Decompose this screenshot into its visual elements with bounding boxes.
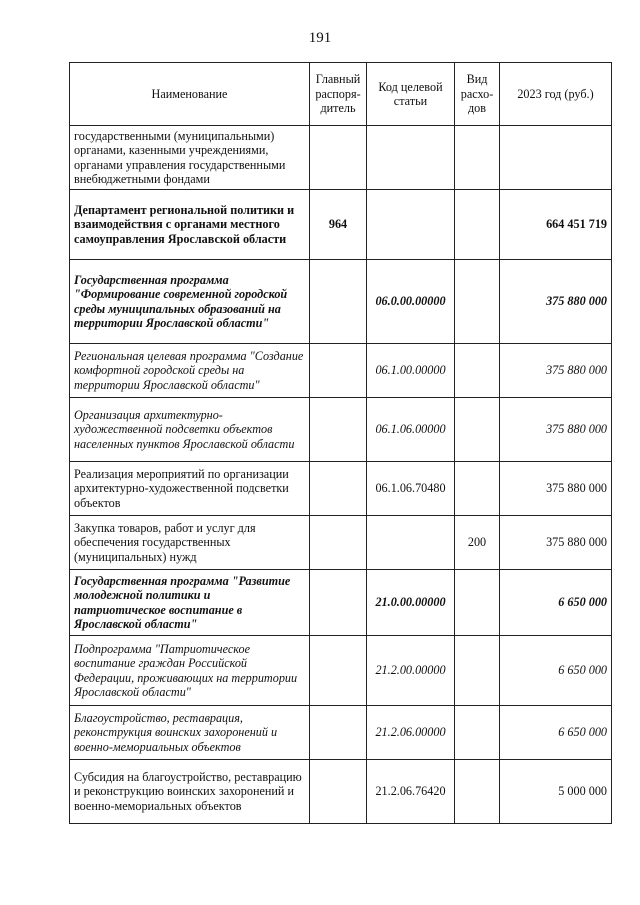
- row-vid-cell: [455, 760, 500, 824]
- row-name-cell: Региональная целевая программа "Создание комфортной городской среды на территории Ярославской области": [70, 344, 310, 398]
- row-amount-cell: 375 880 000: [500, 260, 612, 344]
- row-amount-cell: 664 451 719: [500, 190, 612, 260]
- page-number: 191: [308, 30, 332, 46]
- row-amount-cell: 5 000 000: [500, 760, 612, 824]
- row-grs-cell: [310, 260, 367, 344]
- row-code-cell: [367, 126, 455, 190]
- row-vid-cell: [455, 126, 500, 190]
- row-code-cell: [367, 190, 455, 260]
- row-amount-cell: 375 880 000: [500, 516, 612, 570]
- row-grs-cell: [310, 706, 367, 760]
- row-name-cell: Организация архитектурно-художественной подсветки объектов населенных пунктов Ярославской области: [70, 398, 310, 462]
- row-name-cell: Подпрограмма "Патриотическое воспитание граждан Российской Федерации, проживающих на территории Ярославской области": [70, 636, 310, 706]
- row-grs-cell: [310, 516, 367, 570]
- row-name-cell: Субсидия на благоустройство, реставрацию и реконструкцию воинских захоронений и военно-мемориальных объектов: [70, 760, 310, 824]
- row-grs-cell: [310, 636, 367, 706]
- row-name-cell: государственными (муниципальными) органами, казенными учреждениями, органами управления государственными внебюджетными фондами: [70, 126, 310, 190]
- row-code-cell: 06.0.00.00000: [367, 260, 455, 344]
- row-grs-cell: [310, 344, 367, 398]
- row-amount-cell: 375 880 000: [500, 398, 612, 462]
- row-vid-cell: [455, 344, 500, 398]
- row-code-cell: 21.2.06.76420: [367, 760, 455, 824]
- table-row: [70, 636, 612, 706]
- table-row: [70, 344, 612, 398]
- table-row: [70, 190, 612, 260]
- row-name-cell: Благоустройство, реставрация, реконструкция воинских захоронений и военно-мемориальных объектов: [70, 706, 310, 760]
- row-code-cell: 06.1.00.00000: [367, 344, 455, 398]
- table-row: [70, 706, 612, 760]
- row-vid-cell: [455, 398, 500, 462]
- row-amount-cell: 6 650 000: [500, 570, 612, 636]
- row-vid-cell: [455, 190, 500, 260]
- row-vid-cell: [455, 706, 500, 760]
- row-grs-cell: 964: [310, 190, 367, 260]
- row-code-cell: 21.2.06.00000: [367, 706, 455, 760]
- table-row: [70, 126, 612, 190]
- row-code-cell: 21.0.00.00000: [367, 570, 455, 636]
- row-grs-cell: [310, 760, 367, 824]
- row-vid-cell: [455, 260, 500, 344]
- row-amount-cell: 6 650 000: [500, 706, 612, 760]
- budget-table: [69, 62, 612, 824]
- row-code-cell: [367, 516, 455, 570]
- header-name: Наименование: [70, 63, 310, 126]
- table-body: [70, 126, 612, 824]
- row-name-cell: Реализация мероприятий по организации архитектурно-художественной подсветки объектов: [70, 462, 310, 516]
- header-vid: Вид расхо-дов: [455, 63, 500, 126]
- row-amount-cell: 375 880 000: [500, 462, 612, 516]
- table-row: [70, 398, 612, 462]
- row-amount-cell: 6 650 000: [500, 636, 612, 706]
- row-amount-cell: 375 880 000: [500, 344, 612, 398]
- table-header-row: [70, 63, 612, 126]
- row-grs-cell: [310, 570, 367, 636]
- row-code-cell: 21.2.00.00000: [367, 636, 455, 706]
- row-vid-cell: [455, 462, 500, 516]
- table-row: [70, 570, 612, 636]
- row-vid-cell: [455, 636, 500, 706]
- row-name-cell: Государственная программа "Формирование современной городской среды муниципальных образований на территории Ярославской области": [70, 260, 310, 344]
- row-grs-cell: [310, 126, 367, 190]
- row-name-cell: Закупка товаров, работ и услуг для обеспечения государственных (муниципальных) нужд: [70, 516, 310, 570]
- row-grs-cell: [310, 462, 367, 516]
- header-amount: 2023 год (руб.): [500, 63, 612, 126]
- table-row: [70, 462, 612, 516]
- row-vid-cell: 200: [455, 516, 500, 570]
- row-vid-cell: [455, 570, 500, 636]
- row-name-cell: Государственная программа "Развитие молодежной политики и патриотическое воспитание в Ярославской области": [70, 570, 310, 636]
- header-grs: Главный распоря-дитель: [310, 63, 367, 126]
- row-code-cell: 06.1.06.00000: [367, 398, 455, 462]
- header-code: Код целевой статьи: [367, 63, 455, 126]
- table-row: [70, 260, 612, 344]
- table-row: [70, 760, 612, 824]
- row-name-cell: Департамент региональной политики и взаимодействия с органами местного самоуправления Ярославской области: [70, 190, 310, 260]
- row-grs-cell: [310, 398, 367, 462]
- row-code-cell: 06.1.06.70480: [367, 462, 455, 516]
- row-amount-cell: [500, 126, 612, 190]
- table-row: [70, 516, 612, 570]
